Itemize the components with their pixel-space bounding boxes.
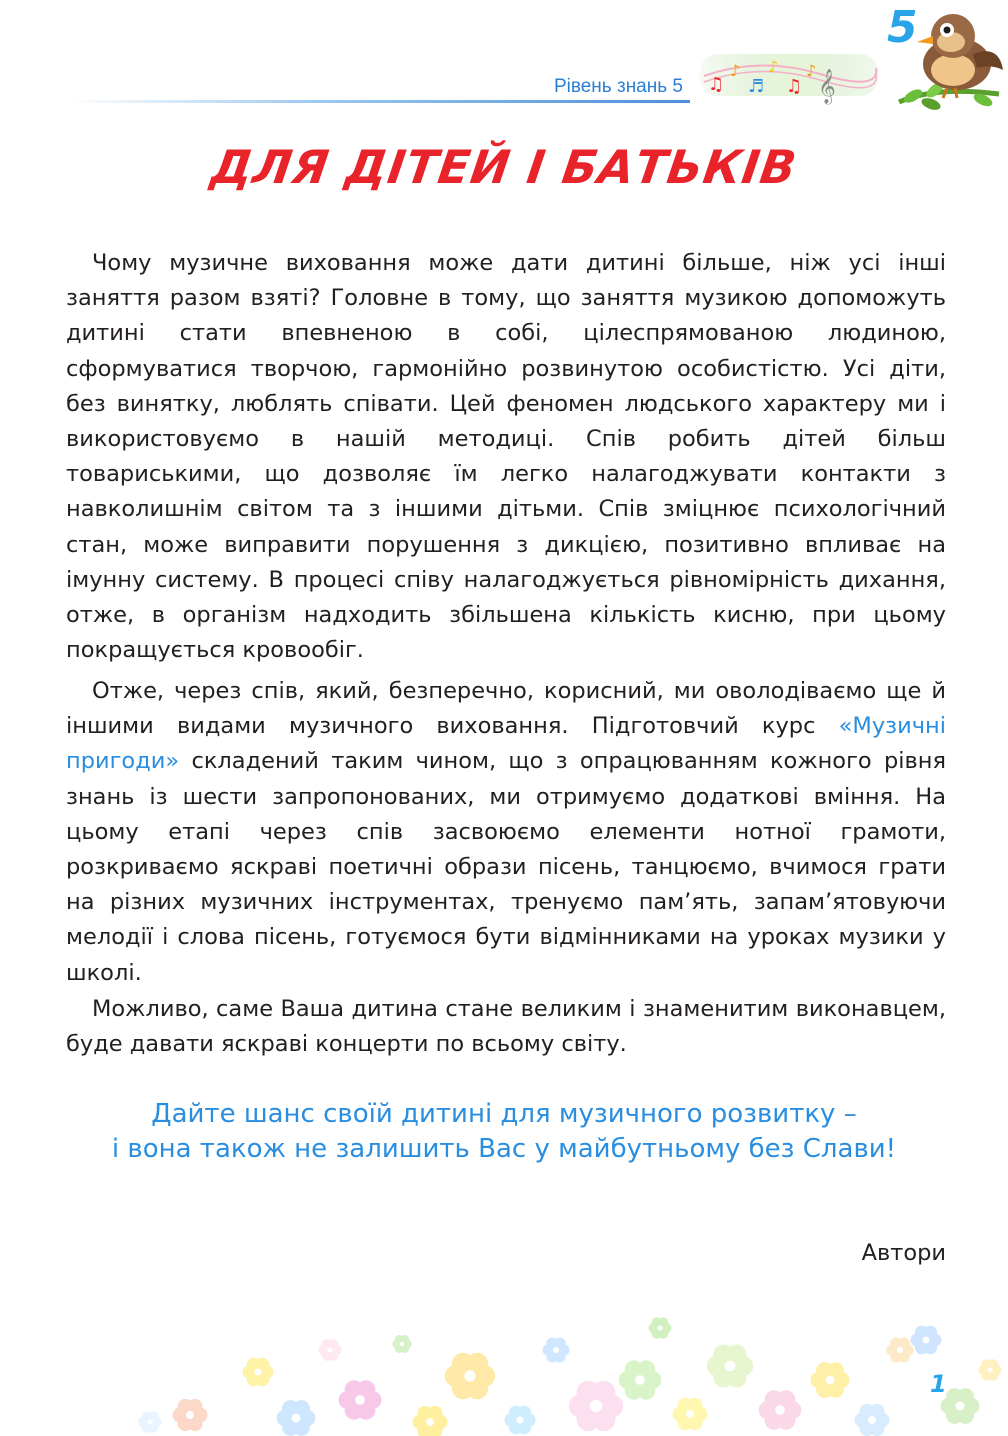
slogan-line-2: і вона також не залишить Вас у майбутньому без Слави! (111, 1134, 897, 1164)
level-label: Рівень знань 5 (553, 76, 683, 97)
svg-text:♪: ♪ (730, 61, 741, 80)
page-number: 1 (930, 1370, 947, 1398)
flower-icon (759, 1390, 802, 1429)
paragraph-1: Чому музичне виховання може дати дитині більше, ніж усі інші заняття разом взяті? Головне в тому, що заняття музикою допоможуть дитині стати впевненою в собі, цілеспрямованою людиною, сформуватися творчою, гармонійно розвинутою особистістю. Усі діти, без винятку, люблять співати. Цей феномен людського характеру ми і використовуємо в нашій методиці. Спів робить дітей більш товариськими, що дозволяє їм легко налагоджувати контакти з навколишнім світом та з іншими дітьми. Спів зміцнює психологічний стан, може виправити порушення з дикцією, позитивно впливає на імунну систему. В процесі співу налагоджується рівномірність дихання, отже, в організм надходить збільшена кількість кисню, при цьому покращується кровообіг. (66, 250, 946, 664)
flower-icon (277, 1400, 316, 1436)
flower-icon (138, 1411, 161, 1433)
flower-icon (542, 1337, 569, 1362)
paragraph-3: Можливо, саме Ваша дитина стане великим і знаменитим виконавцем, буде давати яскраві концерти по всьому світу. (66, 996, 946, 1058)
bird-illustration (895, 4, 1005, 114)
flower-icon (569, 1381, 623, 1431)
flower-icon (504, 1406, 535, 1435)
flowers-decoration (0, 1310, 1008, 1436)
flower-icon (910, 1326, 941, 1355)
flower-icon (707, 1344, 754, 1387)
flower-icon (413, 1406, 448, 1436)
flower-icon (445, 1353, 495, 1400)
slogan-line-1: Дайте шанс своїй дитині для музичного розвитку – (151, 1099, 857, 1129)
flower-icon (811, 1362, 850, 1398)
flower-icon (978, 1359, 1001, 1381)
flower-icon (318, 1339, 341, 1361)
svg-text:♫: ♫ (708, 74, 725, 95)
level-number: 5 (887, 2, 918, 53)
slogan (0, 1097, 1008, 1167)
header-divider (70, 100, 690, 103)
paragraph-2 (66, 674, 946, 991)
flower-icon (648, 1317, 671, 1339)
paragraph-2-text-start: Отже, через спів, який, безперечно, корисний, ми оволодіваємо ще й іншими видами музичного виховання. Підготовчий курс (66, 678, 946, 740)
flower-icon (886, 1337, 913, 1362)
authors-signature: Автори (861, 1240, 946, 1266)
flower-icon (392, 1335, 411, 1353)
svg-text:♫: ♫ (786, 76, 803, 97)
course-name: «Музичні пригоди» (66, 713, 946, 775)
flower-icon (619, 1360, 662, 1399)
svg-text:♬: ♬ (748, 76, 765, 97)
flower-icon (339, 1380, 382, 1419)
svg-text:♪: ♪ (768, 57, 779, 76)
treble-clef-icon: 𝄞 (818, 69, 836, 104)
flower-icon (855, 1404, 890, 1436)
flower-icon (242, 1358, 273, 1387)
music-notes-icon (700, 46, 878, 106)
flower-icon (173, 1399, 208, 1431)
paragraph-2-text-end: складений таким чином, що з опрацюванням кожного рівня знань із шести запропонованих, ми отримуємо додаткові вміння. На цьому етапі через спів засвоюємо елементи нотної грамоти, розкриваємо яскраві поетичні образи пісень, танцюємо, вчимося грати на різних музичних інструментах, тренуємо пам’ять, запам’ятовуючи мелодії і слова пісень, готуємося бути відмінниками на уроках музики у школі. (66, 748, 946, 986)
page-title: ДЛЯ ДІТЕЙ І БАТЬКІВ (207, 140, 801, 194)
svg-text:♪: ♪ (806, 61, 817, 80)
flower-icon (673, 1398, 708, 1430)
